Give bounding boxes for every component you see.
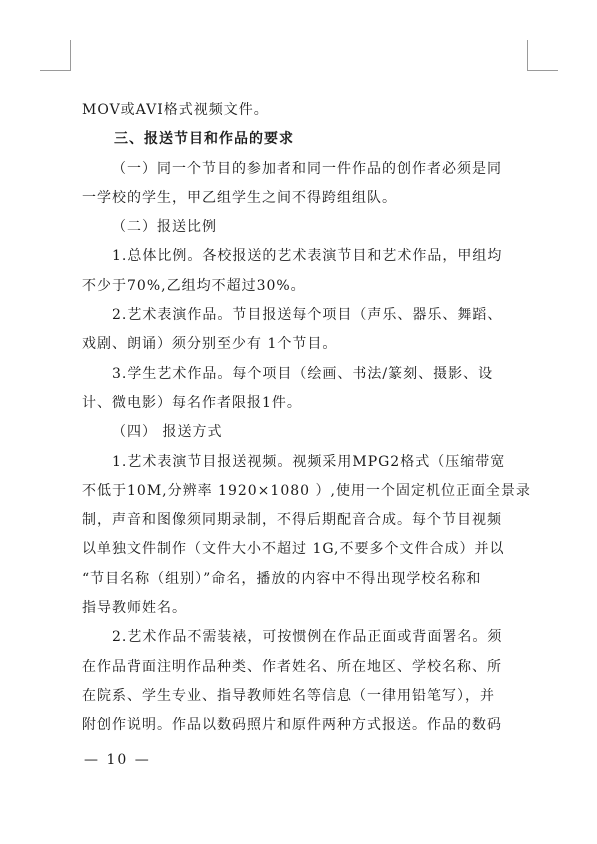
page-number: — 10 — xyxy=(84,752,151,768)
text-line: 3.学生艺术作品。每个项目（绘画、书法/篆刻、摄影、设 xyxy=(112,365,494,382)
crop-mark-top-right xyxy=(527,40,558,71)
section-heading: 三、报送节目和作品的要求 xyxy=(114,131,294,148)
text-line: 计、微电影）每名作者限报1件。 xyxy=(82,394,302,411)
text-line: 指导教师姓名。 xyxy=(82,600,187,617)
text-line: 在作品背面注明作品种类、作者姓名、所在地区、学校名称、所 xyxy=(82,658,502,675)
text-line: 2.艺术作品不需装裱，可按惯例在作品正面或背面署名。须 xyxy=(112,629,503,646)
crop-mark-top-left xyxy=(40,40,71,71)
text-line: 1.艺术表演节目报送视频。视频采用MPG2格式（压缩带宽 xyxy=(112,453,506,470)
text-line: 不低于10M,分辨率 1920×1080 ）,使用一个固定机位正面全景录 xyxy=(82,482,531,499)
text-line: 附创作说明。作品以数码照片和原件两种方式报送。作品的数码 xyxy=(82,717,502,734)
subheading-line: （四） 报送方式 xyxy=(112,424,223,441)
text-line: “节目名称（组别）”命名，播放的内容中不得出现学校名称和 xyxy=(82,570,482,587)
text-line: MOV或AVI格式视频文件。 xyxy=(82,102,269,118)
text-line: （一）同一个节目的参加者和同一件作品的创作者必须是同 xyxy=(112,160,502,177)
text-line: 不少于70%,乙组均不超过30%。 xyxy=(82,277,306,294)
document-body xyxy=(82,96,531,741)
text-line: 在院系、学生专业、指导教师姓名等信息（一律用铅笔写），并 xyxy=(82,687,495,704)
text-line: 戏剧、朗诵）须分别至少有 1个节目。 xyxy=(82,336,338,353)
text-line: 2.艺术表演作品。节目报送每个项目（声乐、器乐、舞蹈、 xyxy=(112,307,503,324)
text-line: 以单独文件制作（文件大小不超过 1G,不要多个文件合成）并以 xyxy=(82,541,505,558)
text-line: 1.总体比例。各校报送的艺术表演节目和艺术作品，甲组均 xyxy=(112,248,503,265)
subheading-line: （二）报送比例 xyxy=(112,219,217,236)
text-line: 一学校的学生，甲乙组学生之间不得跨组组队。 xyxy=(82,189,397,206)
text-line: 制，声音和图像须同期录制，不得后期配音合成。每个节目视频 xyxy=(82,512,502,529)
